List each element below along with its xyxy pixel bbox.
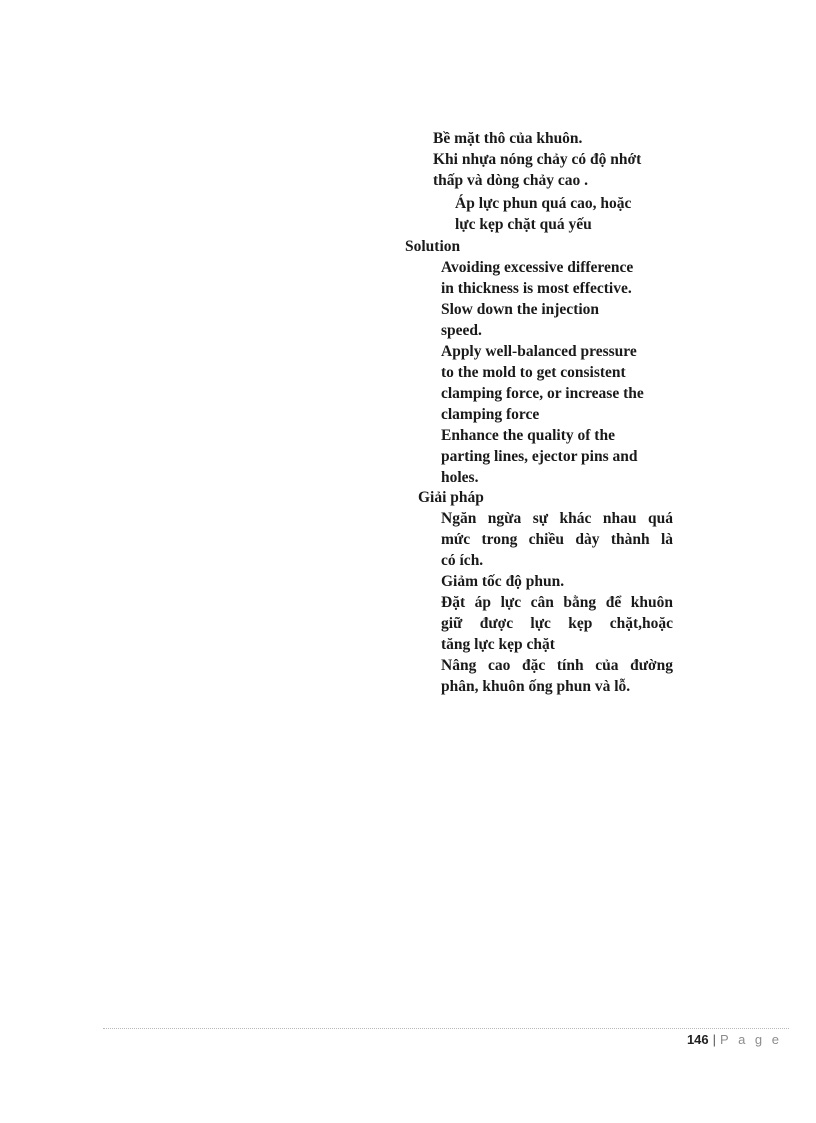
cause-line: Khi nhựa nóng chảy có độ nhớt (433, 151, 642, 168)
solution-line: Giảm tốc độ phun. (441, 573, 565, 590)
solution-line: Avoiding excessive difference (441, 259, 634, 276)
footer-divider (103, 1028, 789, 1029)
solution-line: Apply well-balanced pressure (441, 343, 637, 360)
solution-line: mức trong chiều dày thành là (441, 531, 673, 548)
page-label: P a g e (720, 1032, 782, 1047)
solution-heading-vi: Giải pháp (418, 489, 484, 506)
solution-line: Ngăn ngừa sự khác nhau quá (441, 510, 673, 527)
solution-line: Slow down the injection (441, 301, 600, 318)
solution-line: có ích. (441, 552, 484, 569)
solution-line: clamping force (441, 406, 540, 423)
solution-block-vi (441, 508, 673, 697)
solution-line: speed. (441, 322, 482, 339)
cause-line: thấp và dòng chảy cao . (433, 172, 589, 189)
solution-line: holes. (441, 469, 479, 486)
cause-line: lực kẹp chặt quá yếu (455, 216, 592, 233)
solution-line: phân, khuôn ống phun và lỗ. (441, 678, 631, 695)
solution-line: clamping force, or increase the (441, 385, 644, 402)
cause-block-vi-indented (455, 193, 631, 235)
solution-block-en (441, 257, 644, 488)
solution-heading: Solution (405, 238, 461, 255)
solution-line: parting lines, ejector pins and (441, 448, 638, 465)
solution-line: Đặt áp lực cân bằng để khuôn (441, 594, 673, 611)
cause-line: Áp lực phun quá cao, hoặc (455, 195, 632, 212)
cause-block-vi (433, 128, 641, 191)
page-footer (687, 1032, 782, 1047)
solution-line: tăng lực kẹp chặt (441, 636, 555, 653)
solution-line: to the mold to get consistent (441, 364, 626, 381)
footer-separator: | (712, 1032, 717, 1047)
solution-line: Enhance the quality of the (441, 427, 615, 444)
cause-line: Bề mặt thô của khuôn. (433, 130, 583, 147)
solution-line: Nâng cao đặc tính của đường (441, 657, 673, 674)
solution-line: giữ được lực kẹp chặt,hoặc (441, 615, 673, 632)
page-number: 146 (686, 1032, 709, 1047)
solution-line: in thickness is most effective. (441, 280, 632, 297)
